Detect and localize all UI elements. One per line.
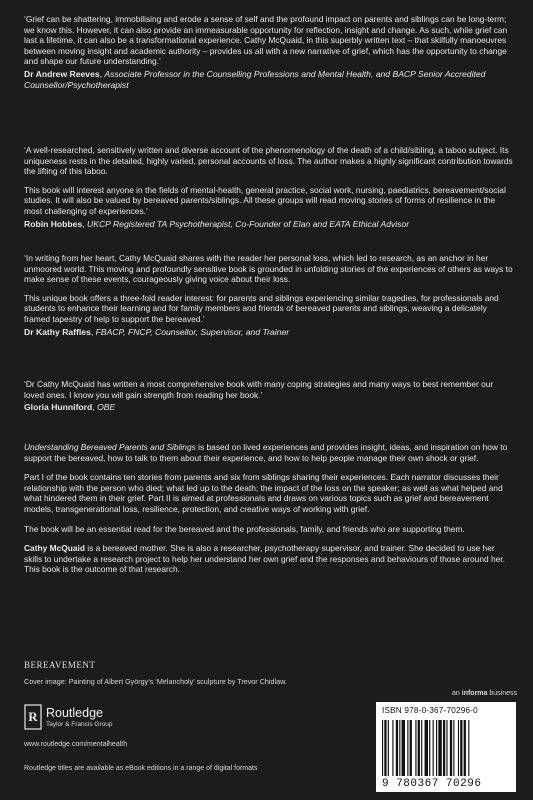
- barcode-bar: [453, 720, 454, 776]
- barcode-bar: [399, 720, 400, 776]
- barcode-bar: [388, 720, 389, 776]
- ebook-note: Routledge titles are available as eBook editions in a range of digital formats: [24, 765, 258, 772]
- svg-text:R: R: [28, 709, 38, 724]
- description-intro: [24, 442, 514, 463]
- review-4: [24, 379, 514, 413]
- review-1-name: Dr Andrew Reeves: [24, 68, 100, 79]
- publisher-name: Routledge: [46, 706, 103, 720]
- barcode-bar: [382, 720, 383, 776]
- barcode-bar: [460, 720, 462, 776]
- barcode-bar: [410, 720, 412, 776]
- review-3-attribution: Dr Kathy Raffles, FBACP, FNCP, Counsellor, Supervisor, and Trainer: [24, 326, 290, 337]
- barcode-bar: [425, 720, 428, 776]
- barcode-bar: [436, 720, 437, 776]
- review-3-name: Dr Kathy Raffles: [24, 326, 91, 337]
- isbn-digits: 9 780367 70296: [382, 778, 482, 790]
- informa-prefix: an: [452, 690, 462, 697]
- review-4-name: Gloria Hunniford: [24, 402, 93, 413]
- barcode-bar: [392, 720, 393, 776]
- barcode-bar: [396, 720, 398, 776]
- author-bio: [24, 543, 514, 575]
- review-1: [24, 14, 514, 91]
- barcode-bar: [402, 720, 405, 776]
- review-2-attribution: Robin Hobbes, UKCP Registered TA Psychotherapist, Co-Founder of Elan and EATA Ethical Advisor: [24, 218, 410, 229]
- informa-business-label: [452, 690, 517, 697]
- barcode-icon: [382, 720, 510, 776]
- review-1-quote: ‘Grief can be shattering, immobilising and erode a sense of self and the profound impact on parents and siblings can be long-term; we know this. However, it can also provide an immeasurable opportunity for reflection, insight and change. As such, while grief can last a lifetime, it can also be a transformational experience. Cathy McQuaid, in this superbly written text – that skilfully manoeuvres between moving insight and academic authority – provides us all with a new narrative of grief, which has the opportunity to change and shape our future understanding.’: [24, 14, 508, 67]
- informa-suffix: business: [487, 690, 517, 697]
- barcode-bar: [433, 720, 434, 776]
- description-parts: Part I of the book contains ten stories from parents and six from siblings sharing their experiences. Each narrator discusses their relationship with the person who died; what led up to the death; the impact of the loss on the speaker; as well as what helped and what hindered them in their grief. Part II is aimed at professionals and draws on various topics such as grief and bereavement models, transgenerational loss, resilience, protection, and creative ways of working with grief.: [24, 472, 503, 514]
- publisher-subtitle: Taylor & Francis Group: [46, 721, 113, 728]
- barcode-bar: [446, 720, 447, 776]
- barcode-bar: [458, 720, 459, 776]
- review-3: [24, 253, 514, 338]
- barcode-bar: [421, 720, 422, 776]
- category-label: BEREAVEMENT: [24, 660, 96, 670]
- book-description: [24, 442, 514, 584]
- review-4-attribution: Gloria Hunniford, OBE: [24, 402, 116, 413]
- barcode-bar: [418, 720, 420, 776]
- review-2-name: Robin Hobbes: [24, 218, 83, 229]
- review-3-quote-1: ‘In writing from her heart, Cathy McQuaid shares with the reader her personal loss, which led to research, as an anchor in her unmoored world. This moving and profoundly sensitive book is grounded in unfolding stories of the experiences of others as ways to make sense of these events, courageously giving voice about their loss.: [24, 253, 513, 285]
- isbn-label: ISBN 978-0-367-70296-0: [382, 706, 478, 715]
- review-3-role: FBACP, FNCP, Counsellor, Supervisor, and Trainer: [95, 326, 290, 337]
- informa-name: informa: [461, 690, 488, 697]
- barcode-bar: [429, 720, 430, 776]
- barcode-bar: [464, 720, 466, 776]
- author-name: Cathy McQuaid: [24, 543, 85, 554]
- review-4-role: OBE: [97, 402, 116, 413]
- cover-image-credit: Cover image: Painting of Albert György’s ‘Melancholy’ sculpture by Trevor Chidlaw.: [24, 677, 287, 686]
- isbn-barcode-box: [376, 702, 516, 792]
- barcode-bar: [450, 720, 452, 776]
- barcode-bar: [443, 720, 445, 776]
- routledge-logo-icon: [24, 704, 42, 730]
- barcode-bar: [415, 720, 416, 776]
- description-intro-text: is based on lived experiences and provides insight, ideas, and inspiration on how to support the bereaved, how to talk to them about their experience, and how to help people manage their own shock or grief.: [24, 442, 508, 463]
- book-title: Understanding Bereaved Parents and Siblings: [24, 442, 196, 452]
- description-essential: The book will be an essential read for the bereaved and the professionals, family, and friends who are supporting them.: [24, 523, 465, 534]
- review-2-quote-1: ‘A well-researched, sensitively written and diverse account of the phenomenology of the death of a child/sibling, a taboo subject. Its uniqueness rests in the detailed, highly varied, personal accounts of loss. The author makes a highly significant contribution towards the lifting of this taboo.: [24, 145, 513, 177]
- review-4-quote: ‘Dr Cathy McQuaid has written a most comprehensive book with many coping strategies and many ways to best remember our loved ones. I know you will gain strength from reading her book.’: [24, 379, 494, 400]
- review-3-quote-2: This unique book offers a three-fold reader interest: for parents and siblings experiencing similar tragedies, for professionals and students to enhance their learning and for family members and friends of bereaved parents and siblings, weaving a delicately framed tapestry of help to support the bereaved.’: [24, 292, 499, 324]
- review-1-role: Associate Professor in the Counselling Professions and Mental Health, and BACP Senior Accredited Counsellor/Psychotherapist: [24, 68, 486, 90]
- review-1-attribution: Dr Andrew Reeves, Associate Professor in the Counselling Professions and Mental Health, and BACP Senior Accredited Counsellor/Psychotherapist: [24, 68, 486, 90]
- review-2-role: UKCP Registered TA Psychotherapist, Co-Founder of Elan and EATA Ethical Advisor: [87, 218, 410, 229]
- publisher-website[interactable]: www.routledge.com/mentalhealth: [24, 741, 128, 748]
- review-2: [24, 145, 514, 230]
- author-bio-text: is a bereaved mother. She is also a researcher, psychotherapy supervisor, and trainer. She decided to use her skills to undertake a research project to help her understand her own grief and the responses and behaviours of those around her. This book is the outcome of that research.: [24, 543, 505, 575]
- barcode-bar: [468, 720, 469, 776]
- barcode-bar: [384, 720, 386, 776]
- review-2-quote-2: This book will interest anyone in the fields of mental-health, general practice, social work, nursing, paediatrics, bereavement/social studies. It will also be valued by bereaved parents/siblings. All these groups will read moving stories of forms of resilience in the most challenging of experiences.’: [24, 184, 506, 216]
- barcode-bar: [438, 720, 441, 776]
- barcode-bar: [407, 720, 408, 776]
